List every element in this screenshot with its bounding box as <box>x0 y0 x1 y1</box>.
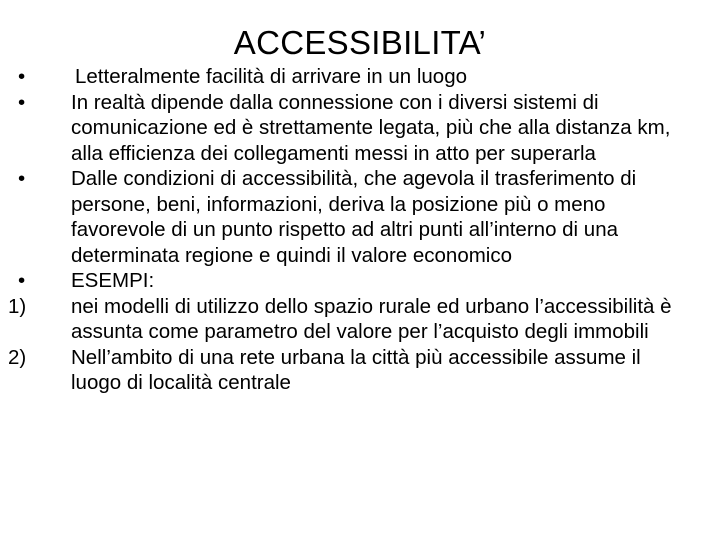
number-marker: 2) <box>8 345 27 369</box>
bullet-item <box>0 64 691 90</box>
bullet-item <box>0 268 691 294</box>
numbered-item <box>0 345 691 396</box>
bullet-marker: • <box>18 90 26 114</box>
bullet-marker: • <box>18 167 26 190</box>
bullet-text: Dalle condizioni di accessibilità, che agevola il trasferimento di persone, beni, informazioni, deriva la posizione più o meno favorevole di un punto rispetto ad altri punti all’interno di una determinata regione e quindi il valore economico <box>71 167 637 267</box>
bullet-marker: • <box>18 65 26 88</box>
number-marker: 1) <box>8 294 27 318</box>
bullet-item <box>0 90 691 167</box>
numbered-text: Nell’ambito di una rete urbana la città più accessibile assume il luogo di località centrale <box>71 345 641 394</box>
bullet-text: ESEMPI: <box>71 269 155 292</box>
numbered-text: nei modelli di utilizzo dello spazio rurale ed urbano l’accessibilità è assunta come parametro del valore per l’acquisto degli immobili <box>71 294 672 343</box>
slide-body <box>0 64 720 534</box>
bullet-text: Letteralmente facilità di arrivare in un luogo <box>75 65 467 88</box>
bullet-marker: • <box>18 269 26 292</box>
bullet-text: In realtà dipende dalla connessione con i diversi sistemi di comunicazione ed è strettamente legata, più che alla distanza km, alla efficienza dei collegamenti messi in atto per superarla <box>71 90 671 165</box>
numbered-item <box>0 294 691 345</box>
bullet-item <box>0 166 691 268</box>
slide-title: ACCESSIBILITA’ <box>233 24 487 61</box>
